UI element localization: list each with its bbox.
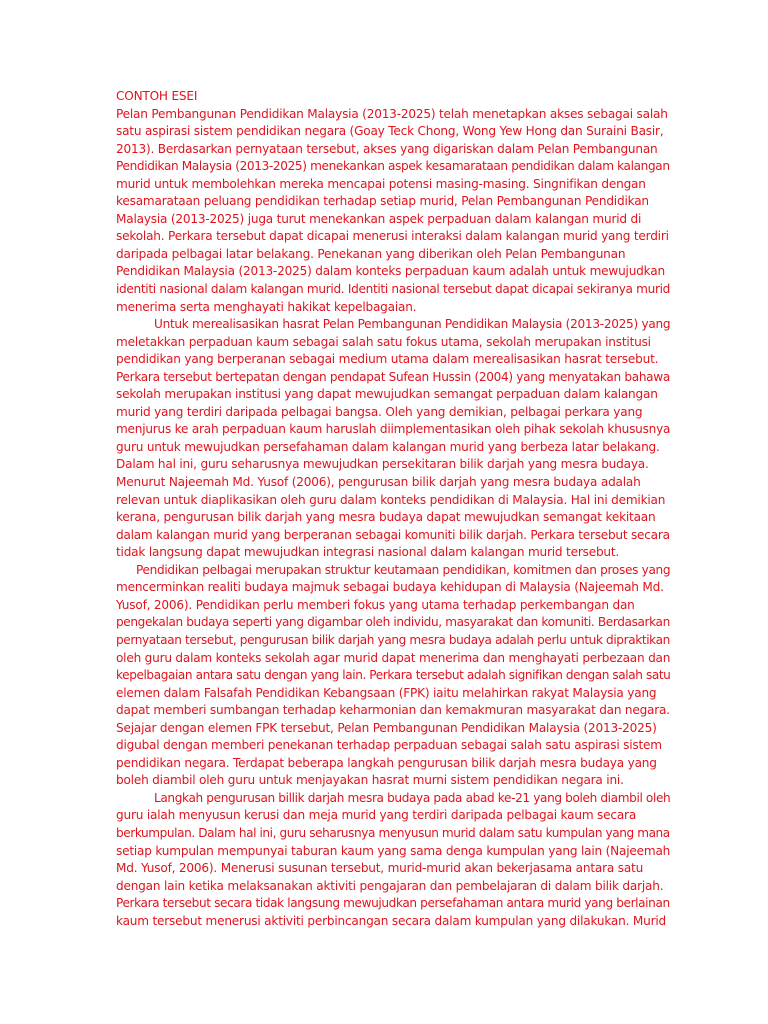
text-line: tidak langsung dapat mewujudkan integrasi nasional dalam kalangan murid tersebut. — [116, 545, 620, 560]
text-line: dalam kalangan murid yang berperanan sebagai komuniti bilik darjah. Perkara tersebut secara — [116, 527, 670, 542]
text-line: murid yang terdiri daripada pelbagai bangsa. Oleh yang demikian, pelbagai perkara yang — [116, 404, 643, 419]
text-line: Pendidikan pelbagai merupakan struktur keutamaan pendidikan, komitmen dan proses yang — [136, 562, 671, 577]
text-line: guru untuk mewujudkan persefahaman dalam kalangan murid yang berbeza latar belakang. — [116, 439, 660, 454]
text-line: sekolah merupakan institusi yang dapat mewujudkan semangat perpaduan dalam kalangan — [116, 387, 658, 402]
text-line: daripada pelbagai latar belakang. Penekanan yang diberikan oleh Pelan Pembangunan — [116, 246, 626, 261]
text-line: guru ialah menyusun kerusi dan meja murid yang terdiri daripada pelbagai kaum secara — [116, 808, 637, 823]
text-line: pengekalan budaya seperti yang digambar oleh individu, masyarakat dan komuniti. Berdasarkan — [116, 615, 670, 630]
text-line: Pendidikan Malaysia (2013-2025) dalam konteks perpaduan kaum adalah untuk mewujudkan — [116, 264, 665, 279]
text-line: Langkah pengurusan billik darjah mesra budaya pada abad ke-21 yang boleh diambil oleh — [154, 790, 671, 805]
document-heading: CONTOH ESEI — [116, 89, 198, 103]
text-line: Dalam hal ini, guru seharusnya mewujudkan persekitaran bilik darjah yang mesra budaya. — [116, 457, 649, 472]
text-line: Untuk merealisasikan hasrat Pelan Pembangunan Pendidikan Malaysia (2013-2025) yang — [154, 317, 671, 332]
text-line: berkumpulan. Dalam hal ini, guru seharusnya menyusun murid dalam satu kumpulan yang mana — [116, 825, 670, 840]
text-line: Sejajar dengan elemen FPK tersebut, Pelan Pembangunan Pendidikan Malaysia (2013-2025) — [116, 720, 657, 735]
text-line: sekolah. Perkara tersebut dapat dicapai menerusi interaksi dalam kalangan murid yang terdiri — [116, 229, 669, 244]
text-line: Malaysia (2013-2025) juga turut menekankan aspek perpaduan dalam kalangan murid di — [116, 211, 642, 226]
text-line: mencerminkan realiti budaya majmuk sebagai budaya kehidupan di Malaysia (Najeemah Md. — [116, 580, 664, 595]
text-line: Pendidikan Malaysia (2013-2025) menekankan aspek kesamarataan pendidikan dalam kalangan — [116, 159, 670, 174]
essay-body — [116, 88, 670, 930]
text-line: boleh diambil oleh guru untuk menjayakan hasrat murni sistem pendidikan negara ini. — [116, 773, 624, 788]
text-line: Perkara tersebut secara tidak langsung mewujudkan persefahaman antara murid yang berlainan — [116, 896, 670, 911]
text-line: digubal dengan memberi penekanan terhadap perpaduan sebagai salah satu aspirasi sistem — [116, 738, 662, 753]
text-line: relevan untuk diaplikasikan oleh guru dalam konteks pendidikan di Malaysia. Hal ini demikian — [116, 492, 666, 507]
text-line: kaum tersebut menerusi aktiviti perbincangan secara dalam kumpulan yang dilakukan. Murid — [116, 913, 667, 928]
text-line: Md. Yusof, 2006). Menerusi susunan tersebut, murid-murid akan bekerjasama antara satu — [116, 861, 644, 876]
text-line: oleh guru dalam konteks sekolah agar murid dapat menerima dan menghayati perbezaan dan — [116, 650, 671, 665]
text-line: setiap kumpulan mempunyai taburan kaum yang sama denga kumpulan yang lain (Najeemah — [116, 843, 671, 858]
text-line: dengan lain ketika melaksanakan aktiviti pengajaran dan pembelajaran di dalam bilik darjah. — [116, 878, 664, 893]
text-line: kepelbagaian antara satu dengan yang lain. Perkara tersebut adalah signifikan dengan salah satu — [116, 668, 671, 683]
text-line: dapat memberi sumbangan terhadap keharmonian dan kemakmuran masyarakat dan negara. — [116, 703, 670, 718]
text-line: pendidikan yang berperanan sebagai medium utama dalam merealisasikan hasrat tersebut. — [116, 352, 659, 367]
text-line: elemen dalam Falsafah Pendidikan Kebangsaan (FPK) iaitu melahirkan rakyat Malaysia yang — [116, 685, 657, 700]
text-line: Pelan Pembangunan Pendidikan Malaysia (2013-2025) telah menetapkan akses sebagai salah — [116, 106, 668, 121]
text-line: 2013). Berdasarkan pernyataan tersebut, akses yang digariskan dalam Pelan Pembangunan — [116, 141, 658, 156]
text-line: satu aspirasi sistem pendidikan negara (Goay Teck Chong, Wong Yew Hong dan Suraini Basir, — [116, 124, 664, 139]
text-line: Perkara tersebut bertepatan dengan pendapat Sufean Hussin (2004) yang menyatakan bahawa — [116, 369, 670, 384]
text-line: pendidikan negara. Terdapat beberapa langkah pengurusan bilik darjah mesra budaya yang — [116, 755, 657, 770]
text-line: murid untuk membolehkan mereka mencapai potensi masing-masing. Singnifikan dengan — [116, 176, 646, 191]
text-line: kesamarataan peluang pendidikan terhadap setiap murid, Pelan Pembangunan Pendidikan — [116, 194, 649, 209]
text-line: menerima serta menghayati hakikat kepelbagaian. — [116, 299, 417, 314]
text-line: meletakkan perpaduan kaum sebagai salah satu fokus utama, sekolah merupakan institusi — [116, 334, 651, 349]
text-line: Menurut Najeemah Md. Yusof (2006), pengurusan bilik darjah yang mesra budaya adalah — [116, 475, 641, 490]
text-line: Yusof, 2006). Pendidikan perlu memberi fokus yang utama terhadap perkembangan dan — [116, 597, 635, 612]
text-line: identiti nasional dalam kalangan murid. Identiti nasional tersebut dapat dicapai sekiranya murid — [116, 282, 671, 297]
text-line: kerana, pengurusan bilik darjah yang mesra budaya dapat mewujudkan semangat kekitaan — [116, 510, 656, 525]
text-line: pernyataan tersebut, pengurusan bilik darjah yang mesra budaya adalah perlu untuk dipraktikan — [116, 632, 670, 647]
text-line: menjurus ke arah perpaduan kaum haruslah diimplementasikan oleh pihak sekolah khususnya — [116, 422, 671, 437]
